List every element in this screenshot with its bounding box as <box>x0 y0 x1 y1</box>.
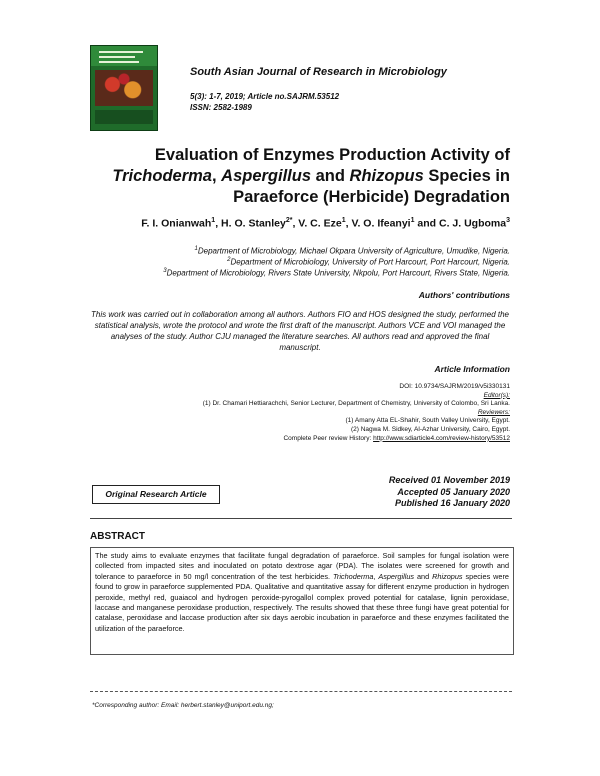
author-name: C. J. Ugboma <box>439 217 507 230</box>
species-aspergillus: Aspergillus <box>221 167 312 185</box>
corresponding-author-note: *Corresponding author: Email: herbert.stanley@uniport.edu.ng; <box>92 702 274 709</box>
title-line-1: Evaluation of Enzymes Production Activity of <box>154 146 510 164</box>
article-type-badge: Original Research Article <box>92 485 220 504</box>
author-name: F. I. Onianwah <box>141 217 212 230</box>
doi: DOI: 10.9734/SAJRM/2019/v5i330131 <box>399 383 510 390</box>
journal-name: South Asian Journal of Research in Microbiology <box>190 66 447 78</box>
contributions-heading: Authors' contributions <box>418 290 510 300</box>
contributions-text: This work was carried out in collaboration among all authors. Authors FIO and HOS designed the study, performed the statistical analysis, wrote the protocol and wrote the first draft of the manuscript. Authors VCE and VOI managed the analyses of the study. Author CJU managed the literature searches. All authors read and approved the final manuscript. <box>91 310 509 352</box>
title-line-2: Trichoderma, Aspergillus and Rhizopus Species in <box>112 167 510 185</box>
reviewer-2: (2) Nagwa M. Sidkey, Al-Azhar University, Cairo, Egypt. <box>350 425 510 433</box>
journal-issn: ISSN: 2582-1989 <box>190 103 252 112</box>
reviewers-label: Reviewers: <box>477 408 510 416</box>
publication-dates <box>300 475 510 510</box>
author-name: H. O. Stanley <box>221 217 286 230</box>
footnote-divider <box>90 691 512 692</box>
species-trichoderma: Trichoderma <box>112 167 212 185</box>
affiliation-1: $^1$Department of Microbiology, Michael Okpara University of Agriculture, Umudike, Nigeria. <box>194 246 510 256</box>
journal-cover-image <box>90 45 158 131</box>
abstract-heading: ABSTRACT <box>90 531 145 542</box>
abstract-box: The study aims to evaluate enzymes that facilitate fungal degradation of paraeforce. Soil samples for fungal isolation were collected from impacted sites and inoculated on potato dextrose agar (PDA). The isolates were screened for growth and tolerance to paraeforce in 50 mg/l concentration of the test herbicides. Trichoderma, Aspergillus and Rhizopus species were found to grow in paraeforce supplemented PDA. Qualitative and quantitative assay for different enzyme production in hydrogen peroxide, methyl red, guaiacol and hydrogen peroxide-pyrogallol complex proved potential for catalase, lignin peroxidase, laccase and manganese peroxidase production, respectively. The results showed that these three fungi have great potential for catalase, peroxidase and laccase production after six days aerobic incubation in paraeforce and these enzymes facilitated the utilization of the paraeforce. <box>90 547 514 655</box>
editor-1: (1) Dr. Chamari Hettiarachchi, Senior Lecturer, Department of Chemistry, University of Colombo, Sri Lanka. <box>202 400 510 408</box>
species-trichoderma: Trichoderma <box>332 571 374 581</box>
reviewer-1: (1) Amany Atta EL-Shahir, South Valley University, Egypt. <box>345 417 510 425</box>
species-aspergillus: Aspergillus <box>378 571 415 581</box>
species-rhizopus: Rhizopus <box>349 167 424 185</box>
affiliation-2: $^2$Department of Microbiology, University of Port Harcourt, Port Harcourt, Nigeria. <box>227 257 510 267</box>
editors-label: Editor(s): <box>483 391 510 399</box>
published-date: Published 16 January 2020 <box>394 498 510 508</box>
journal-volume: 5(3): 1-7, 2019; Article no.SAJRM.53512 <box>190 92 340 101</box>
section-divider <box>90 518 512 519</box>
paper-title <box>90 145 510 208</box>
author-name: V. C. Eze <box>298 217 342 230</box>
author-name: V. O. Ifeanyi <box>351 217 411 230</box>
article-info <box>90 383 510 443</box>
species-rhizopus: Rhizopus <box>432 571 463 581</box>
accepted-date: Accepted 05 January 2020 <box>397 486 510 497</box>
affiliation-3: $^3$Department of Microbiology, Rivers State University, Nkpolu, Port Harcourt, Rivers State, Nigeria. <box>163 268 510 278</box>
author-list: F. I. Onianwah$^1$, H. O. Stanley$^{2*}$, V. C. Eze$^1$, V. O. Ifeanyi$^1$ and C. J. Ugboma$^3$ <box>141 217 510 230</box>
article-info-heading: Article Information <box>434 364 510 374</box>
review-history-link[interactable]: http://www.sdiarticle4.com/review-history/53512 <box>373 434 510 442</box>
title-line-3: Paraeforce (Herbicide) Degradation <box>233 188 510 206</box>
received-date: Received 01 November 2019 <box>388 475 510 485</box>
review-history: Complete Peer review History: http://www.sdiarticle4.com/review-history/53512 <box>283 434 510 442</box>
